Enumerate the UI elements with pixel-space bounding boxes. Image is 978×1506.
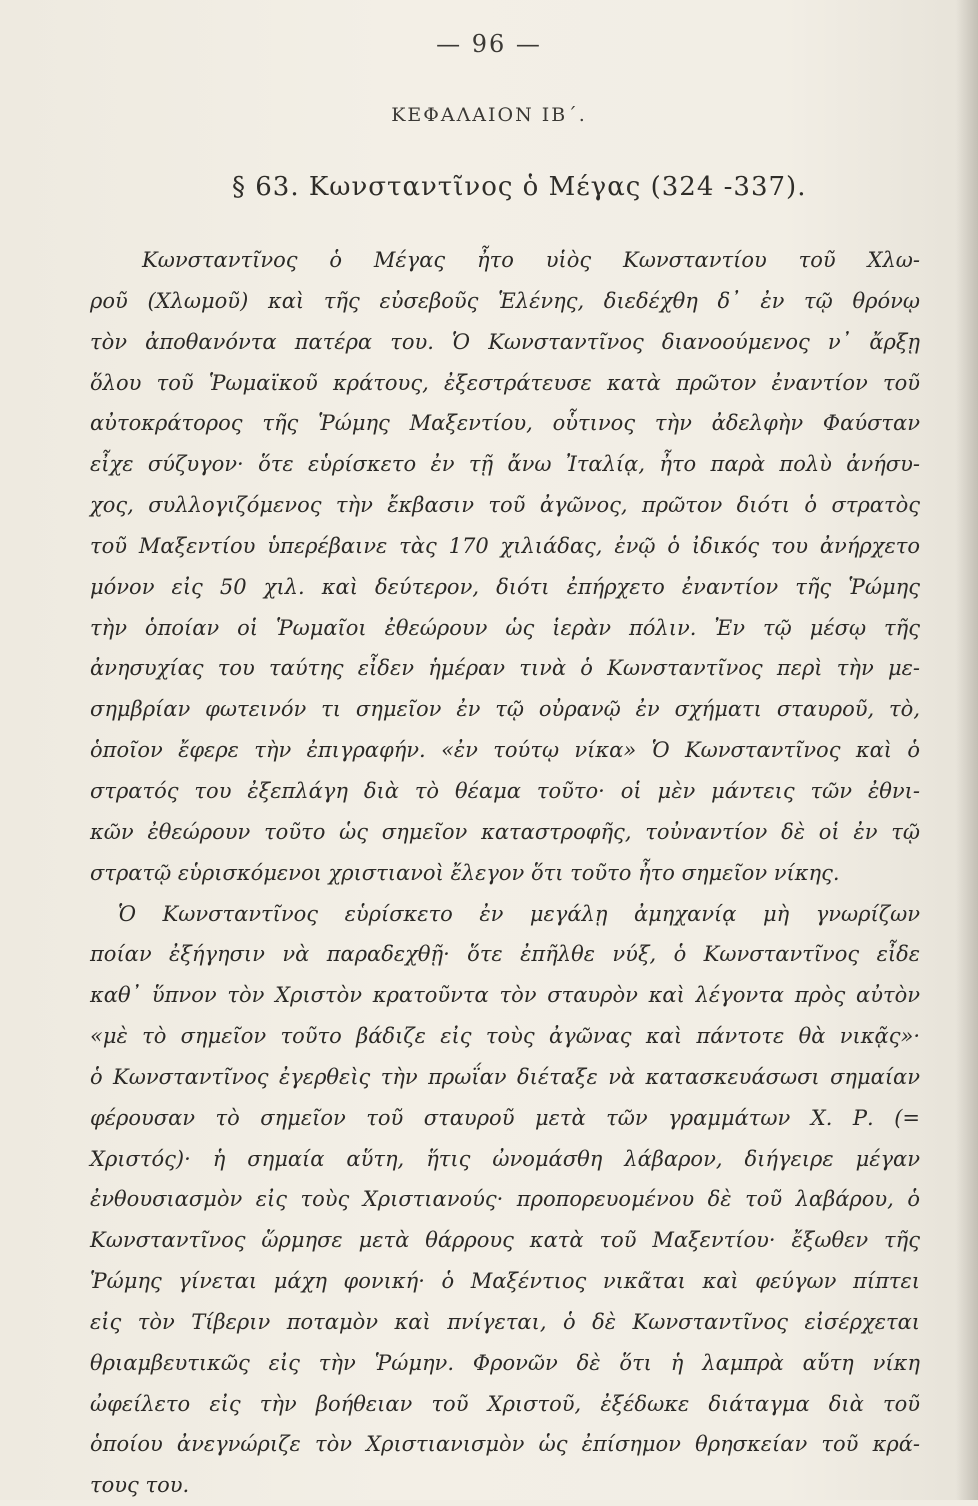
text-line: τους του. [90, 1473, 190, 1498]
text-line: εἶχε σύζυγον· ὅτε εὑρίσκετο ἐν τῇ ἄνω Ἰταλίᾳ, ἦτο παρὰ πολὺ ἀνήσυ- [90, 452, 920, 477]
text-line: ἐνθουσιασμὸν εἰς τοὺς Χριστιανούς· προπορευομένου δὲ τοῦ λαβάρου, ὁ [90, 1187, 920, 1212]
text-line: ὁποῖον ἔφερε τὴν ἐπιγραφήν. «ἐν τούτῳ νίκα» Ὁ Κωνσταντῖνος καὶ ὁ [90, 738, 920, 763]
text-line: ποίαν ἐξήγησιν νὰ παραδεχθῇ· ὅτε ἐπῆλθε νύξ, ὁ Κωνσταντῖνος εἶδε [90, 942, 920, 967]
text-line: τὸν ἀποθανόντα πατέρα του. Ὁ Κωνσταντῖνος διανοούμενος ν᾽ ἄρξῃ [90, 329, 920, 354]
text-line: ὁποίου ἀνεγνώριζε τὸν Χριστιανισμὸν ὡς ἐπίσημον θρησκείαν τοῦ κρά- [90, 1432, 920, 1457]
text-line: φέρουσαν τὸ σημεῖον τοῦ σταυροῦ μετὰ τῶν γραμμάτων Χ. Ρ. (= [90, 1105, 920, 1130]
text-line: Ὁ Κωνσταντῖνος εὑρίσκετο ἐν μεγάλῃ ἀμηχανίᾳ μὴ γνωρίζων [118, 901, 920, 926]
text-line: ἀνησυχίας του ταύτης εἶδεν ἡμέραν τινὰ ὁ Κωνσταντῖνος περὶ τὴν με- [90, 656, 920, 681]
text-line: «μὲ τὸ σημεῖον τοῦτο βάδιζε εἰς τοὺς ἀγῶνας καὶ πάντοτε θὰ νικᾷς»· [90, 1024, 920, 1049]
text-line: ὠφείλετο εἰς τὴν βοήθειαν τοῦ Χριστοῦ, ἐξέδωκε διάταγμα διὰ τοῦ [90, 1391, 920, 1416]
text-line: εἰς τὸν Τίβεριν ποταμὸν καὶ πνίγεται, ὁ δὲ Κωνσταντῖνος εἰσέρχεται [90, 1309, 920, 1334]
chapter-heading: ΚΕΦΑΛΑΙΟΝ ΙΒ΄. [391, 104, 587, 126]
page-number: — 96 — [436, 30, 542, 58]
text-line: στρατῷ εὑρισκόμενοι χριστιανοὶ ἔλεγον ὅτι τοῦτο ἦτο σημεῖον νίκης. [90, 860, 840, 885]
text-line: τὴν ὁποίαν οἱ Ῥωμαῖοι ἐθεώρουν ὡς ἱερὰν πόλιν. Ἐν τῷ μέσῳ τῆς [90, 615, 920, 640]
text-line: σημβρίαν φωτεινόν τι σημεῖον ἐν τῷ οὐρανῷ ἐν σχήματι σταυροῦ, τὸ, [90, 697, 920, 722]
section-title: § 63. Κωνσταντῖνος ὁ Μέγας (324 -337). [232, 172, 807, 202]
body-text [90, 240, 920, 1506]
text-line: καθ᾽ ὕπνον τὸν Χριστὸν κρατοῦντα τὸν σταυρὸν καὶ λέγοντα πρὸς αὐτὸν [90, 983, 920, 1008]
text-line: ὁ Κωνσταντῖνος ἐγερθεὶς τὴν πρωΐαν διέταξε νὰ κατασκευάσωσι σημαίαν [90, 1064, 920, 1089]
text-line: Κωνσταντῖνος ὁ Μέγας ἦτο υἱὸς Κωνσταντίου τοῦ Χλω- [142, 248, 920, 272]
page-edge-shadow [956, 0, 978, 1500]
text-line: θριαμβευτικῶς εἰς τὴν Ῥώμην. Φρονῶν δὲ ὅτι ἡ λαμπρὰ αὕτη νίκη [90, 1350, 920, 1375]
text-line: κῶν ἐθεώρουν τοῦτο ὡς σημεῖον καταστροφῆς, τοὐναντίον δὲ οἱ ἐν τῷ [90, 819, 920, 844]
text-line: Ῥώμης γίνεται μάχη φονική· ὁ Μαξέντιος νικᾶται καὶ φεύγων πίπτει [90, 1269, 920, 1294]
text-line: χος, συλλογιζόμενος τὴν ἔκβασιν τοῦ ἀγῶνος, πρῶτον διότι ὁ στρατὸς [90, 493, 920, 518]
text-line: στρατός του ἐξεπλάγη διὰ τὸ θέαμα τοῦτο· οἱ μὲν μάντεις τῶν ἐθνι- [90, 778, 920, 803]
text-line: ροῦ (Χλωμοῦ) καὶ τῆς εὐσεβοῦς Ἑλένης, διεδέχθη δ᾽ ἐν τῷ θρόνῳ [90, 288, 920, 313]
text-line: αὐτοκράτορος τῆς Ῥώμης Μαξεντίου, οὗτινος τὴν ἀδελφὴν Φαύσταν [90, 411, 920, 436]
text-line: Χριστός)· ἡ σημαία αὕτη, ἥτις ὠνομάσθη λάβαρον, διήγειρε μέγαν [90, 1146, 920, 1171]
text-line: Κωνσταντῖνος ὥρμησε μετὰ θάρρους κατὰ τοῦ Μαξεντίου· ἔξωθεν τῆς [90, 1228, 920, 1253]
text-line: τοῦ Μαξεντίου ὑπερέβαινε τὰς 170 χιλιάδας, ἐνῷ ὁ ἰδικός του ἀνήρχετο [90, 533, 920, 558]
text-line: ὅλου τοῦ Ῥωμαϊκοῦ κράτους, ἐξεστράτευσε κατὰ πρῶτον ἐναντίον τοῦ [90, 370, 920, 395]
text-line: μόνον εἰς 50 χιλ. καὶ δεύτερον, διότι ἐπήρχετο ἐναντίον τῆς Ῥώμης [90, 574, 920, 599]
